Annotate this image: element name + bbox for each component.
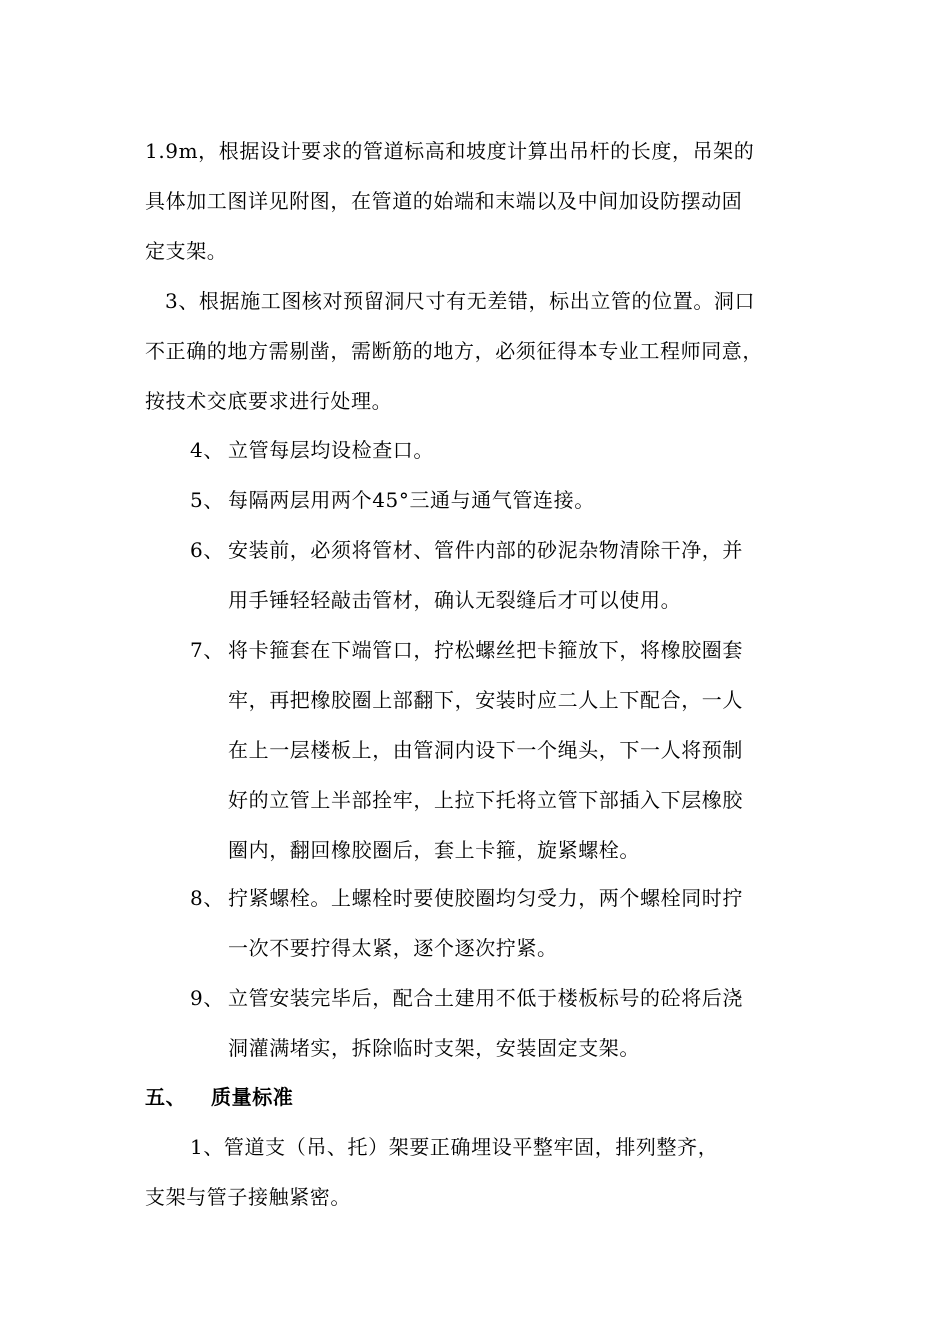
item-3-line: 3、根据施工图核对预留洞尺寸有无差错，标出立管的位置。洞口 xyxy=(165,289,756,313)
paragraph-line: 定支架。 xyxy=(145,239,228,263)
item-text: 每隔两层用两个45°三通与通气管连接。 xyxy=(228,488,595,512)
item-text-continuation: 洞灌满堵实，拆除临时支架，安装固定支架。 xyxy=(228,1036,640,1060)
list-item xyxy=(190,638,743,662)
item-text-continuation: 好的立管上半部拴牢，上拉下托将立管下部插入下层橡胶 xyxy=(228,788,743,812)
item-text: 立管安装完毕后，配合土建用不低于楼板标号的砼将后浇 xyxy=(228,986,743,1010)
quality-item-line: 1、管道支（吊、托）架要正确埋设平整牢固，排列整齐， xyxy=(190,1135,719,1159)
item-text-continuation: 一次不要拧得太紧，逐个逐次拧紧。 xyxy=(228,936,558,960)
list-item xyxy=(190,488,595,512)
quality-item-line: 支架与管子接触紧密。 xyxy=(145,1185,351,1209)
item-text-continuation: 牢，再把橡胶圈上部翻下，安装时应二人上下配合，一人 xyxy=(228,688,743,712)
item-text-continuation: 用手锤轻轻敲击管材，确认无裂缝后才可以使用。 xyxy=(228,588,682,612)
list-item xyxy=(190,438,434,462)
item-text: 将卡箍套在下端管口，拧松螺丝把卡箍放下，将橡胶圈套 xyxy=(228,638,743,662)
item-3-line: 按技术交底要求进行处理。 xyxy=(145,389,393,413)
list-item xyxy=(190,886,743,910)
item-number: 7、 xyxy=(190,638,224,662)
list-item xyxy=(190,538,743,562)
item-3-line: 不正确的地方需剔凿，需断筋的地方，必须征得本专业工程师同意， xyxy=(145,339,763,363)
item-number: 4、 xyxy=(190,438,224,462)
item-text: 立管每层均设检查口。 xyxy=(228,438,434,462)
section-heading xyxy=(145,1085,293,1109)
item-text: 安装前，必须将管材、管件内部的砂泥杂物清除干净，并 xyxy=(228,538,743,562)
item-number: 5、 xyxy=(190,488,224,512)
section-number: 五、 xyxy=(145,1085,187,1109)
item-text: 拧紧螺栓。上螺栓时要使胶圈均匀受力，两个螺栓同时拧 xyxy=(228,886,743,910)
item-text-continuation: 圈内，翻回橡胶圈后，套上卡箍，旋紧螺栓。 xyxy=(228,838,640,862)
section-title: 质量标准 xyxy=(211,1085,294,1109)
item-number: 9、 xyxy=(190,986,224,1010)
item-number: 8、 xyxy=(190,886,224,910)
paragraph-line: 1.9m，根据设计要求的管道标高和坡度计算出吊杆的长度，吊架的 xyxy=(145,139,755,163)
paragraph-line: 具体加工图详见附图，在管道的始端和末端以及中间加设防摆动固 xyxy=(145,189,743,213)
item-number: 6、 xyxy=(190,538,224,562)
item-text-continuation: 在上一层楼板上，由管洞内设下一个绳头，下一人将预制 xyxy=(228,738,743,762)
list-item xyxy=(190,986,743,1010)
